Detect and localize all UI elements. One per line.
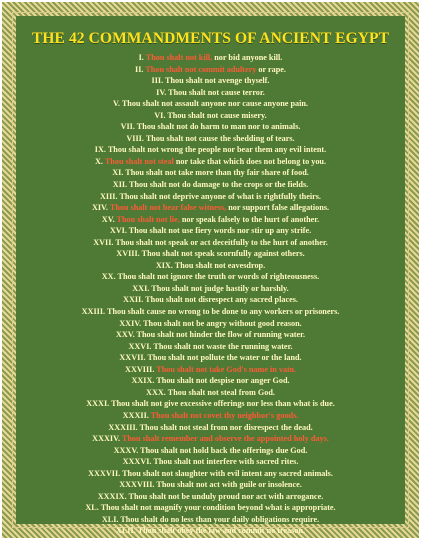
commandment-number: XLI. bbox=[101, 514, 119, 524]
commandment-item bbox=[16, 422, 405, 434]
commandment-item bbox=[16, 52, 405, 64]
commandment-highlight: Thou shalt not covet thy neighbor's goods. bbox=[148, 410, 299, 420]
commandment-number: XIX. bbox=[155, 260, 173, 270]
commandment-highlight: Thou shalt not take God's name in vain. bbox=[154, 364, 296, 374]
commandment-text: Thou shalt not deprive anyone of what is rightfully theirs. bbox=[117, 191, 321, 201]
commandment-item bbox=[16, 64, 405, 76]
commandment-text: Thou shalt not give excessive offerings nor less than what is due. bbox=[109, 399, 335, 409]
commandment-text: Thou shalt not cause the shedding of tears. bbox=[143, 133, 295, 143]
commandment-number: XXV. bbox=[115, 330, 135, 340]
commandment-item bbox=[16, 479, 405, 491]
commandment-number: XLII. bbox=[115, 526, 136, 536]
commandment-item bbox=[16, 156, 405, 168]
commandment-item bbox=[16, 341, 405, 353]
commandment-text: Thou shalt not judge hastily or harshly. bbox=[149, 283, 289, 293]
commandment-number: IV. bbox=[156, 87, 167, 97]
commandment-number: XVI. bbox=[109, 226, 127, 236]
commandment-item bbox=[16, 329, 405, 341]
commandment-number: XV. bbox=[101, 214, 115, 224]
commandment-number: XXIV. bbox=[119, 318, 142, 328]
commandment-text: Thou shalt do no less than your daily obligations require. bbox=[118, 514, 320, 524]
commandment-number: XXIX. bbox=[131, 376, 155, 386]
poster bbox=[2, 2, 419, 538]
commandment-number: XXI. bbox=[132, 283, 150, 293]
commandment-highlight: Thou shalt not commit adultery bbox=[143, 64, 257, 74]
commandment-number: VIII. bbox=[126, 133, 144, 143]
commandment-highlight: Thou shalt not steal bbox=[102, 156, 174, 166]
commandment-highlight: Thou shalt not lie, bbox=[114, 214, 180, 224]
commandment-item bbox=[16, 318, 405, 330]
commandment-number: XXVII. bbox=[119, 353, 146, 363]
commandment-item bbox=[16, 260, 405, 272]
commandment-text: Thou shalt not be angry without good reason. bbox=[141, 318, 302, 328]
commandment-text: Thou shalt not do damage to the crops or the fields. bbox=[127, 180, 309, 190]
commandment-text: Thou shalt not hinder the flow of running water. bbox=[134, 330, 306, 340]
commandment-item bbox=[16, 237, 405, 249]
commandment-number: XXXVI. bbox=[122, 457, 152, 467]
commandment-text: Thou shalt not cause misery. bbox=[165, 110, 267, 120]
commandment-number: XXXIX. bbox=[97, 491, 127, 501]
commandment-item bbox=[16, 364, 405, 376]
commandment-number: XIII. bbox=[100, 191, 118, 201]
commandment-item bbox=[16, 271, 405, 283]
commandment-text: Thou shalt not use fiery words nor stir up any strife. bbox=[126, 226, 312, 236]
commandment-text: nor speak falsely to the hurt of another. bbox=[179, 214, 320, 224]
commandment-item bbox=[16, 514, 405, 526]
commandment-text: Thou shalt not waste the running water. bbox=[151, 341, 293, 351]
commandment-text: Thou shalt not wrong the people nor bear them any evil intent. bbox=[105, 145, 327, 155]
commandment-item bbox=[16, 248, 405, 260]
commandment-text: Thou shalt not hold back the offerings due God. bbox=[138, 445, 308, 455]
commandment-item bbox=[16, 387, 405, 399]
commandment-item bbox=[16, 214, 405, 226]
commandment-highlight: Thou shalt remember and observe the appointed holy days. bbox=[120, 434, 329, 444]
commandment-text: Thou shalt not be unduly proud nor act with arrogance. bbox=[126, 491, 324, 501]
commandment-item bbox=[16, 87, 405, 99]
content-panel bbox=[16, 16, 405, 536]
commandment-item bbox=[16, 375, 405, 387]
commandment-text: Thou shalt not act with guile or insolence. bbox=[154, 480, 302, 490]
commandment-number: XXXIV. bbox=[92, 434, 120, 444]
commandment-item bbox=[16, 306, 405, 318]
commandment-text: Thou shalt cause no wrong to be done to any workers or prisoners. bbox=[105, 307, 340, 317]
commandment-item bbox=[16, 75, 405, 87]
commandment-text: Thou shalt not take more than thy fair share of food. bbox=[123, 168, 309, 178]
commandment-text: Thou shalt not magnify your condition beyond what is appropriate. bbox=[98, 503, 336, 513]
commandment-number: II. bbox=[135, 64, 144, 74]
commandment-highlight: Thou shalt not kill, bbox=[143, 53, 213, 62]
commandment-text: Thou shalt not slaughter with evil intent any sacred animals. bbox=[120, 468, 333, 478]
commandment-text: Thou shalt not assault anyone nor cause anyone pain. bbox=[119, 99, 308, 109]
commandment-item bbox=[16, 410, 405, 422]
commandment-text: Thou shalt not steal from nor disrespect the dead. bbox=[137, 422, 313, 432]
commandment-item bbox=[16, 456, 405, 468]
poster-title: THE 42 COMMANDMENTS OF ANCIENT EGYPT bbox=[31, 30, 390, 47]
commandment-text: Thou shalt not despise nor anger God. bbox=[154, 376, 290, 386]
commandment-number: XIV. bbox=[91, 203, 108, 213]
commandment-number: XII. bbox=[112, 180, 128, 190]
commandment-number: IX. bbox=[94, 145, 106, 155]
commandment-item bbox=[16, 225, 405, 237]
commandment-text: Thou shalt not ignore the truth or words of righteousness. bbox=[115, 272, 320, 282]
commandment-number: XVII. bbox=[93, 237, 114, 247]
commandment-item bbox=[16, 110, 405, 122]
commandment-number: XXIII. bbox=[81, 307, 106, 317]
commandment-text: Thou shalt not eavesdrop. bbox=[172, 260, 266, 270]
commandment-item bbox=[16, 398, 405, 410]
commandment-text: Thou shalt not interfere with sacred rites. bbox=[151, 457, 299, 467]
commandment-text: nor take that which does not belong to you. bbox=[173, 156, 327, 166]
commandment-item bbox=[16, 445, 405, 457]
commandment-number: X. bbox=[94, 156, 103, 166]
commandment-number: XX. bbox=[101, 272, 116, 282]
commandment-text: Thou shalt not pollute the water or the land. bbox=[145, 353, 302, 363]
commandment-item bbox=[16, 167, 405, 179]
commandment-number: XVIII. bbox=[116, 249, 140, 259]
commandment-item bbox=[16, 133, 405, 145]
commandment-item bbox=[16, 191, 405, 203]
commandment-number: III. bbox=[151, 76, 164, 86]
commandment-text: Thou shalt not steal from God. bbox=[165, 387, 275, 397]
commandment-number: VI. bbox=[154, 110, 166, 120]
commandment-number: XXX. bbox=[146, 387, 166, 397]
commandment-number: XXVI. bbox=[128, 341, 152, 351]
commandment-number: XXXI. bbox=[86, 399, 110, 409]
commandment-item bbox=[16, 144, 405, 156]
commandment-item bbox=[16, 468, 405, 480]
commandment-highlight: Thou shalt not bear false witness, bbox=[107, 203, 227, 213]
commandment-number: XXVIII. bbox=[125, 364, 155, 374]
commandment-item bbox=[16, 502, 405, 514]
commandment-number: XXXV. bbox=[113, 445, 139, 455]
commandment-text: Thou shalt not cause terror. bbox=[166, 87, 265, 97]
commandment-item bbox=[16, 525, 405, 537]
commandment-item bbox=[16, 98, 405, 110]
commandment-item bbox=[16, 352, 405, 364]
commandment-text: Thou shalt obey the law and commit no treason. bbox=[135, 526, 306, 536]
commandment-text: or rape. bbox=[256, 64, 286, 74]
commandment-item bbox=[16, 433, 405, 445]
commandment-text: Thou shalt not disrespect any sacred places. bbox=[143, 295, 298, 305]
commandment-item bbox=[16, 202, 405, 214]
commandment-number: XI. bbox=[112, 168, 124, 178]
commandment-item bbox=[16, 294, 405, 306]
commandment-number: XL. bbox=[85, 503, 99, 513]
commandment-number: XXII. bbox=[123, 295, 144, 305]
commandment-item bbox=[16, 491, 405, 503]
commandment-text: Thou shalt not avenge thyself. bbox=[163, 76, 270, 86]
commandment-number: VII. bbox=[120, 122, 135, 132]
commandment-item bbox=[16, 179, 405, 191]
commandment-number: XXXII. bbox=[122, 410, 149, 420]
commandment-number: I. bbox=[138, 53, 144, 62]
commandment-number: V. bbox=[113, 99, 120, 109]
commandment-text: Thou shalt not speak or act deceitfully to the hurt of another. bbox=[113, 237, 328, 247]
commandment-item bbox=[16, 121, 405, 133]
commandment-text: nor bid anyone kill. bbox=[212, 53, 283, 62]
commandment-text: Thou shalt not speak scornfully against others. bbox=[139, 249, 305, 259]
commandment-number: XXXIII. bbox=[108, 422, 138, 432]
commandments-list bbox=[16, 52, 405, 537]
commandment-number: XXXVIII. bbox=[119, 480, 155, 490]
commandment-item bbox=[16, 283, 405, 295]
commandment-number: XXXVII. bbox=[88, 468, 121, 478]
commandment-text: nor support false allegations. bbox=[226, 203, 330, 213]
commandment-text: Thou shalt not do harm to man nor to animals. bbox=[134, 122, 301, 132]
